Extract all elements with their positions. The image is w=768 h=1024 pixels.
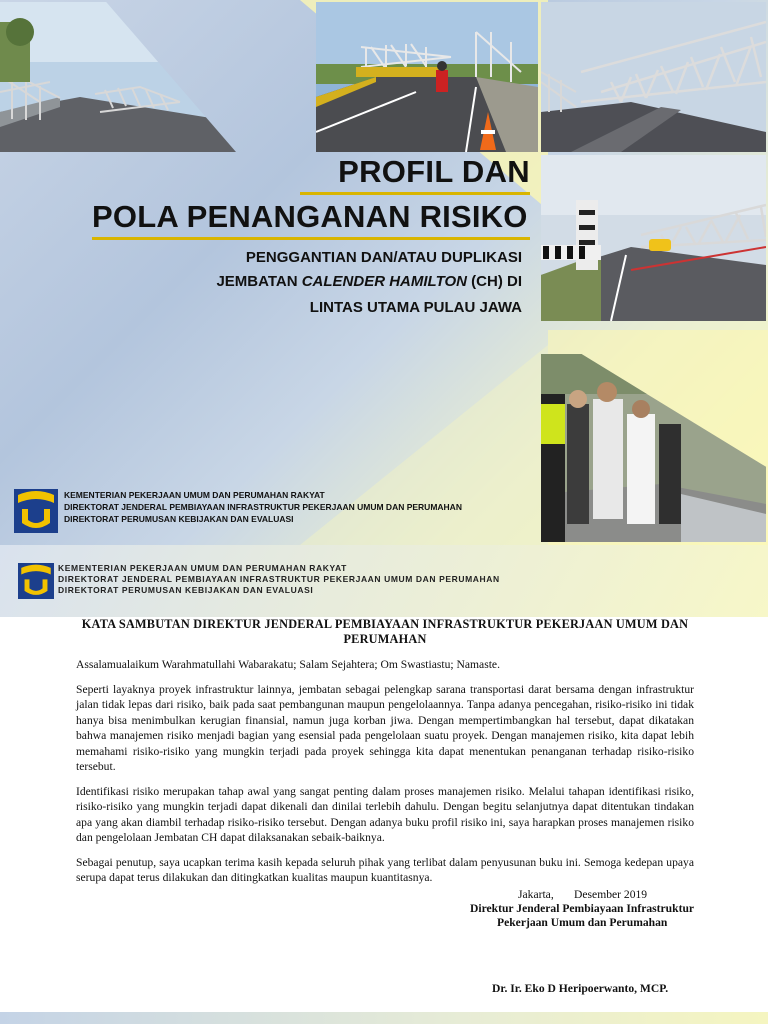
signatory-name: Dr. Ir. Eko D Heripoerwanto, MCP.: [492, 982, 669, 995]
cover-ministry-line2: DIREKTORAT JENDERAL PEMBIAYAAN INFRASTRUKTUR PEKERJAAN UMUM DAN PERUMAHAN: [64, 502, 462, 512]
pupr-logo-icon: [18, 563, 54, 599]
foreword-title: KATA SAMBUTAN DIREKTUR JENDERAL PEMBIAYAAN INFRASTRUKTUR PEKERJAAN UMUM DAN PERUMAHAN: [81, 617, 689, 646]
signatory-title-line1: Direktur Jenderal Pembiayaan Infrastruktur: [470, 902, 695, 915]
cover-ministry-line1: KEMENTERIAN PEKERJAAN UMUM DAN PERUMAHAN RAKYAT: [64, 490, 325, 500]
second-ministry-line1: KEMENTERIAN PEKERJAAN UMUM DAN PERUMAHAN RAKYAT: [58, 563, 347, 573]
cover-subtitle-line1: PENGGANTIAN DAN/ATAU DUPLIKASI: [245, 249, 522, 266]
bridge-motorcycle-photo: [316, 2, 538, 152]
bottom-decoration: [0, 1012, 768, 1024]
second-ministry-line2: DIREKTORAT JENDERAL PEMBIAYAAN INFRASTRUKTUR PEKERJAAN UMUM DAN PERUMAHAN: [58, 574, 500, 584]
second-ministry-line3: DIREKTORAT PERUMUSAN KEBIJAKAN DAN EVALUASI: [58, 585, 314, 595]
cover-subtitle-line2: JEMBATAN CALENDER HAMILTON (CH) DI: [216, 273, 522, 290]
title-rule-2: [92, 237, 530, 240]
foreword-section: [76, 617, 694, 895]
title-rule-1: [300, 192, 530, 195]
cover-subtitle-line3: LINTAS UTAMA PULAU JAWA: [309, 299, 522, 316]
foreword-paragraph: Seperti layaknya proyek infrastruktur lainnya, jembatan sebagai pelengkap sarana transportasi darat bersama dengan infrastruktur jalan tidak lepas dari risiko, baik pada saat pembangunan maupun pengelolaannya. Tanpa adanya pencegahan, risiko-risiko ini tidak hanya bisa menimbulkan kerugian finansial, namun juga korban jiwa. Dengan mempertimbangkan hal tersebut, dapat dikatakan bahwa manajemen risiko menjadi bagian yang esensial pada pengelolaan suatu proyek. Dengan manajemen risiko, kita dapat lebih memahami risiko-risiko yang mungkin terjadi pada proyek sehingga kita dapat menentukan penanganan terhadap risiko-risiko tersebut.: [76, 682, 694, 773]
foreword-paragraph: Assalamualaikum Warahmatullahi Wabarakatu; Salam Sejahtera; Om Swastiastu; Namaste.: [76, 658, 500, 671]
cover-title-line2: POLA PENANGANAN RISIKO: [92, 199, 528, 234]
bridge-right-photo: [541, 2, 766, 152]
bridge-traffic-photo: [541, 155, 766, 321]
second-ministry-block: [18, 563, 500, 599]
cover-title-line1: PROFIL DAN: [338, 154, 530, 189]
place-date: Jakarta, Desember 2019: [518, 888, 648, 901]
foreword-paragraph: Sebagai penutup, saya ucapkan terima kasih kepada seluruh pihak yang terlibat dalam penyusunan buku ini. Semoga kedepan upaya serupa dapat terus dilakukan dan ditingkatkan kualitas maupun kuantitasnya.: [76, 855, 694, 884]
signatory-title-line2: Pekerjaan Umum dan Perumahan: [497, 916, 668, 929]
pupr-logo-icon: [14, 489, 58, 533]
cover-ministry-line3: DIREKTORAT PERUMUSAN KEBIJAKAN DAN EVALUASI: [64, 514, 294, 524]
cover-ministry-block: [14, 489, 462, 533]
foreword-paragraph: Identifikasi risiko merupakan tahap awal yang sangat penting dalam proses manajemen risiko. Melalui tahapan identifikasi risiko, risiko-risiko yang mungkin terjadi dapat dikenali dan dinilai terlebih dahulu. Dengan begitu selanjutnya dapat ditentukan tindakan apa yang akan diambil terhadap risiko-risiko tersebut. Dengan adanya buku profil risiko ini, saya harapkan proses manajemen risiko dan pengelolaan Jembatan CH dapat dilaksanakan sebaik-baiknya.: [76, 784, 694, 844]
